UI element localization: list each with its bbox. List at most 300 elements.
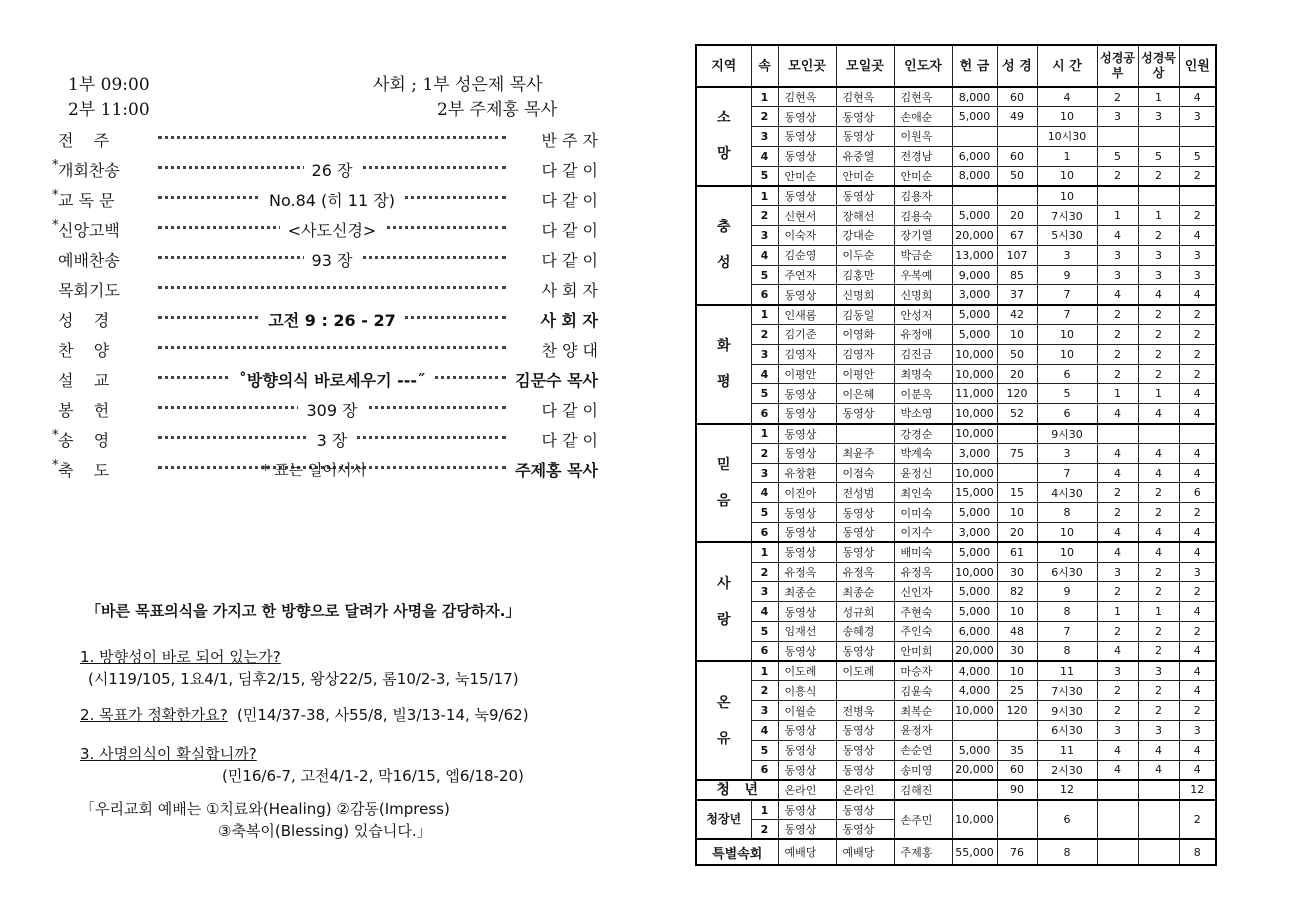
table-cell: 2: [1097, 483, 1138, 503]
table-cell: 전경남: [894, 146, 952, 166]
table-cell: 2: [1138, 483, 1179, 503]
table-cell: 장기열: [894, 226, 952, 246]
table-cell: 2: [751, 325, 778, 345]
table-cell: 이숙자: [778, 226, 836, 246]
table-cell: 김기준: [778, 325, 836, 345]
table-cell: 20: [997, 206, 1037, 226]
table-cell: 예배당: [778, 839, 836, 865]
table-cell: 신명희: [836, 285, 894, 305]
table-cell: 손순연: [894, 740, 952, 760]
table-cell: 최윤주: [836, 443, 894, 463]
table-cell: 4: [1138, 542, 1179, 562]
table-cell: 성규희: [836, 602, 894, 622]
table-cell: 3: [1138, 265, 1179, 285]
table-row: [696, 622, 1216, 642]
table-row: [696, 701, 1216, 721]
table-cell: 10: [997, 602, 1037, 622]
table-cell: 10: [1037, 325, 1097, 345]
order-item-content: ˚방향의식 바로세우기 ---˝: [158, 368, 506, 391]
table-cell: 3: [1037, 245, 1097, 265]
order-item-name: 찬 양: [58, 341, 110, 360]
table-cell: 유창환: [778, 463, 836, 483]
table-cell: 4: [1097, 542, 1138, 562]
table-cell: 5: [751, 740, 778, 760]
table-cell: 3: [1179, 245, 1216, 265]
table-cell: 김용숙: [894, 206, 952, 226]
table-cell: 4: [751, 483, 778, 503]
table-cell: 동영상: [778, 404, 836, 424]
region-label: 온 유: [696, 661, 751, 780]
table-cell: 10: [1037, 542, 1097, 562]
table-cell: 안미순: [836, 166, 894, 186]
order-item-person: 다 같 이: [541, 431, 598, 450]
table-cell: 유정옥: [894, 562, 952, 582]
table-cell: 이흥식: [778, 681, 836, 701]
table-cell: 송미영: [894, 760, 952, 780]
table-cell: 박금순: [894, 245, 952, 265]
order-item-name: 목회기도: [58, 281, 120, 300]
table-row: [696, 483, 1216, 503]
table-row-youth: [696, 780, 1216, 800]
table-cell: 2: [1179, 364, 1216, 384]
table-cell: 6: [751, 641, 778, 661]
table-cell: 3,000: [952, 285, 997, 305]
table-cell: 1: [751, 305, 778, 325]
table-cell: 김진금: [894, 344, 952, 364]
table-cell: 2: [1097, 701, 1138, 721]
table-cell: 4,000: [952, 661, 997, 681]
table-cell: 동영상: [836, 523, 894, 543]
table-cell: 윤정신: [894, 463, 952, 483]
table-cell: 5: [751, 166, 778, 186]
table-cell: 최종순: [836, 582, 894, 602]
table-cell: 8: [1037, 641, 1097, 661]
table-cell: 이원옥: [894, 127, 952, 147]
order-item-content: 3 장: [158, 428, 506, 451]
stand-marker: *: [52, 188, 59, 203]
table-cell: [952, 721, 997, 741]
standing-note: * 표는 일어서서: [262, 461, 366, 479]
table-cell: 2: [1138, 364, 1179, 384]
table-row: [696, 245, 1216, 265]
table-cell: 25: [997, 681, 1037, 701]
order-item-person: 다 같 이: [541, 251, 598, 270]
table-cell: 10,000: [952, 344, 997, 364]
table-cell: 5,000: [952, 107, 997, 127]
table-cell: 동영상: [778, 186, 836, 206]
table-cell: 6: [1179, 483, 1216, 503]
table-cell: 3: [1037, 443, 1097, 463]
table-cell: 4: [751, 364, 778, 384]
column-header: 시 간: [1037, 45, 1097, 87]
first-service-time: 1부 09:00: [68, 75, 150, 95]
table-cell: [1097, 186, 1138, 206]
table-cell: 최명숙: [894, 364, 952, 384]
table-cell: 9,000: [952, 265, 997, 285]
column-header: 헌 금: [952, 45, 997, 87]
table-cell: 동영상: [836, 800, 894, 820]
table-cell: 4: [1179, 681, 1216, 701]
table-cell: 3: [1179, 265, 1216, 285]
table-cell: [952, 780, 997, 800]
table-row: [696, 503, 1216, 523]
table-cell: 8,000: [952, 166, 997, 186]
column-header: 지역: [696, 45, 751, 87]
order-item-person: 다 같 이: [541, 191, 598, 210]
table-cell: 6시30: [1037, 562, 1097, 582]
table-cell: 최복순: [894, 701, 952, 721]
order-row: [58, 244, 598, 274]
table-cell: 2: [1138, 305, 1179, 325]
table-cell: 4: [1097, 285, 1138, 305]
order-item-content: 93 장: [158, 248, 506, 271]
column-header: 성경공부: [1097, 45, 1138, 87]
table-cell: 4: [1138, 404, 1179, 424]
table-cell: 4: [1097, 760, 1138, 780]
table-cell: 6: [751, 760, 778, 780]
order-item-name: 전 주: [58, 131, 110, 150]
table-row: [696, 404, 1216, 424]
table-cell: 신인자: [894, 582, 952, 602]
table-cell: 주현숙: [894, 602, 952, 622]
table-cell: 4: [1179, 404, 1216, 424]
table-cell: [997, 800, 1037, 840]
table-cell: 2: [1097, 344, 1138, 364]
table-cell: 3: [1138, 245, 1179, 265]
table-cell: 유정옥: [836, 562, 894, 582]
table-cell: 10: [997, 325, 1037, 345]
table-cell: 동영상: [778, 107, 836, 127]
table-cell: 3: [1138, 107, 1179, 127]
table-cell: 4시30: [1037, 483, 1097, 503]
table-cell: 4: [1179, 443, 1216, 463]
table-cell: 85: [997, 265, 1037, 285]
column-header: 모인곳: [778, 45, 836, 87]
table-cell: 48: [997, 622, 1037, 642]
table-cell: 8: [1037, 839, 1097, 865]
table-cell: 9시30: [1037, 701, 1097, 721]
region-label: 믿 음: [696, 424, 751, 543]
table-cell: 20: [997, 364, 1037, 384]
order-item-name: 봉 헌: [58, 401, 110, 420]
table-cell: 이두순: [836, 245, 894, 265]
table-cell: 1: [751, 87, 778, 107]
table-cell: 10: [1037, 344, 1097, 364]
table-row: [696, 146, 1216, 166]
table-cell: 2: [1097, 582, 1138, 602]
table-cell: 동영상: [778, 721, 836, 741]
table-cell: 4: [1097, 226, 1138, 246]
table-cell: 10,000: [952, 364, 997, 384]
table-cell: 김윤숙: [894, 681, 952, 701]
table-cell: 60: [997, 760, 1037, 780]
table-cell: 동영상: [836, 404, 894, 424]
table-cell: 이점숙: [836, 463, 894, 483]
question-3: 3. 사명의식이 확실합니까?: [80, 745, 257, 763]
table-row: [696, 542, 1216, 562]
table-cell: 2: [1138, 503, 1179, 523]
dotted-leader: [158, 346, 506, 349]
table-cell: 3,000: [952, 443, 997, 463]
order-row: [52, 154, 598, 184]
table-cell: [1097, 127, 1138, 147]
table-cell: 3: [1097, 245, 1138, 265]
region-label: 특별속회: [696, 839, 778, 865]
table-cell: [1097, 424, 1138, 444]
dotted-leader: [158, 286, 506, 289]
table-row: [696, 226, 1216, 246]
order-row: [58, 124, 598, 154]
table-cell: 동영상: [778, 820, 836, 840]
table-cell: 김순영: [778, 245, 836, 265]
table-cell: 우복예: [894, 265, 952, 285]
table-cell: 9: [1037, 265, 1097, 285]
table-cell: 동영상: [778, 285, 836, 305]
column-header: 속: [751, 45, 778, 87]
table-cell: 20,000: [952, 641, 997, 661]
table-cell: 10,000: [952, 800, 997, 840]
table-cell: 이진아: [778, 483, 836, 503]
order-item-person: 다 같 이: [541, 161, 598, 180]
table-cell: 배미숙: [894, 542, 952, 562]
question-3-refs: (민16/6-7, 고전4/1-2, 막16/15, 엡6/18-20): [222, 767, 524, 785]
table-cell: 김현옥: [894, 87, 952, 107]
table-cell: 안미순: [894, 166, 952, 186]
table-cell: 김홍만: [836, 265, 894, 285]
table-cell: 3: [751, 701, 778, 721]
table-cell: 4: [1179, 760, 1216, 780]
table-cell: 이영화: [836, 325, 894, 345]
table-cell: 1: [1037, 146, 1097, 166]
table-cell: 최종순: [778, 582, 836, 602]
table-cell: 2: [1138, 701, 1179, 721]
table-cell: [836, 681, 894, 701]
table-cell: 동영상: [778, 760, 836, 780]
order-item-person: 찬 양 대: [541, 341, 598, 360]
table-cell: 4: [1179, 661, 1216, 681]
table-row: [696, 740, 1216, 760]
table-cell: [1138, 127, 1179, 147]
table-cell: 6,000: [952, 146, 997, 166]
table-cell: [1179, 424, 1216, 444]
order-item-name: 예배찬송: [58, 251, 120, 270]
table-cell: 1: [1138, 206, 1179, 226]
table-cell: 신현서: [778, 206, 836, 226]
table-cell: 6시30: [1037, 721, 1097, 741]
table-row: [696, 186, 1216, 206]
table-cell: 5,000: [952, 542, 997, 562]
table-row: [696, 582, 1216, 602]
table-cell: 5,000: [952, 582, 997, 602]
table-cell: 동영상: [836, 503, 894, 523]
table-cell: 5: [1037, 384, 1097, 404]
table-cell: 동영상: [778, 602, 836, 622]
stand-marker: *: [52, 158, 59, 173]
table-row: [696, 602, 1216, 622]
table-cell: 전성범: [836, 483, 894, 503]
table-cell: 4: [1138, 760, 1179, 780]
region-label: 화 평: [696, 305, 751, 424]
table-cell: 5,000: [952, 602, 997, 622]
table-cell: 10,000: [952, 562, 997, 582]
table-cell: 12: [1179, 780, 1216, 800]
table-cell: 4: [1097, 404, 1138, 424]
table-cell: 5: [751, 384, 778, 404]
table-cell: 동영상: [836, 127, 894, 147]
table-cell: 동영상: [778, 740, 836, 760]
table-cell: 3: [1179, 721, 1216, 741]
table-cell: 5: [751, 503, 778, 523]
table-cell: 4: [1097, 641, 1138, 661]
table-cell: 5,000: [952, 206, 997, 226]
table-cell: 3: [1138, 721, 1179, 741]
table-cell: 전병욱: [836, 701, 894, 721]
table-cell: 3: [751, 344, 778, 364]
table-cell: 4: [1179, 523, 1216, 543]
table-cell: 2: [751, 681, 778, 701]
order-row: [52, 184, 598, 214]
table-cell: 이미숙: [894, 503, 952, 523]
table-row: [696, 364, 1216, 384]
table-cell: [997, 721, 1037, 741]
table-row: [696, 127, 1216, 147]
table-cell: 30: [997, 641, 1037, 661]
table-cell: 1: [751, 186, 778, 206]
table-row: [696, 443, 1216, 463]
table-row: [696, 523, 1216, 543]
table-cell: 김해진: [894, 780, 952, 800]
table-cell: 2: [1138, 582, 1179, 602]
table-cell: [997, 424, 1037, 444]
table-cell: 2: [1138, 562, 1179, 582]
table-row: [696, 641, 1216, 661]
order-row: [58, 334, 598, 364]
table-cell: 2: [1097, 503, 1138, 523]
table-cell: 손주민: [894, 800, 952, 840]
table-cell: 4: [1138, 740, 1179, 760]
table-cell: 55,000: [952, 839, 997, 865]
table-cell: 3: [1097, 661, 1138, 681]
table-cell: 3: [751, 127, 778, 147]
table-cell: 동영상: [778, 523, 836, 543]
table-cell: 이은혜: [836, 384, 894, 404]
table-cell: 김영자: [836, 344, 894, 364]
table-cell: 강경순: [894, 424, 952, 444]
table-cell: 75: [997, 443, 1037, 463]
table-cell: 4: [1179, 226, 1216, 246]
table-cell: 4: [1179, 384, 1216, 404]
table-row: [696, 661, 1216, 681]
table-cell: 10시30: [1037, 127, 1097, 147]
table-row: [696, 681, 1216, 701]
table-cell: 10: [997, 503, 1037, 523]
order-item-name: 성 경: [58, 311, 110, 330]
table-cell: 120: [997, 384, 1037, 404]
table-cell: 49: [997, 107, 1037, 127]
table-cell: 동영상: [836, 760, 894, 780]
table-cell: 90: [997, 780, 1037, 800]
table-cell: 이평안: [836, 364, 894, 384]
table-row: [696, 305, 1216, 325]
table-cell: 50: [997, 344, 1037, 364]
table-cell: 4: [1179, 87, 1216, 107]
table-cell: 8: [1037, 503, 1097, 523]
table-cell: 15: [997, 483, 1037, 503]
table-row: [696, 87, 1216, 107]
table-cell: 2: [1138, 622, 1179, 642]
table-cell: 2: [1138, 641, 1179, 661]
question-1-refs: (시119/105, 1요4/1, 딤후2/15, 왕상22/5, 롬10/2-3, 눅15/17): [88, 670, 519, 688]
table-cell: 2: [1138, 681, 1179, 701]
table-cell: 20,000: [952, 226, 997, 246]
region-label: 청 년: [696, 780, 778, 800]
order-item-person: 다 같 이: [541, 401, 598, 420]
table-cell: 7시30: [1037, 681, 1097, 701]
table-cell: [836, 424, 894, 444]
table-cell: 마승자: [894, 661, 952, 681]
table-cell: 2: [1179, 582, 1216, 602]
table-cell: 이월순: [778, 701, 836, 721]
table-cell: 4,000: [952, 681, 997, 701]
table-cell: 6: [1037, 800, 1097, 840]
table-cell: 11: [1037, 740, 1097, 760]
table-cell: 동영상: [836, 641, 894, 661]
table-cell: 이지수: [894, 523, 952, 543]
table-cell: 2: [1097, 622, 1138, 642]
table-cell: 1: [1138, 602, 1179, 622]
table-cell: 2: [751, 206, 778, 226]
table-cell: [997, 127, 1037, 147]
table-cell: 장해선: [836, 206, 894, 226]
table-cell: 10: [1037, 523, 1097, 543]
table-cell: 5: [1179, 146, 1216, 166]
table-cell: 6: [751, 523, 778, 543]
stand-marker: *: [52, 218, 59, 233]
table-cell: 6: [1037, 364, 1097, 384]
table-cell: 2: [1138, 325, 1179, 345]
column-header: 성경묵상: [1138, 45, 1179, 87]
table-cell: 동영상: [778, 800, 836, 820]
table-cell: 강대순: [836, 226, 894, 246]
table-cell: 7: [1037, 463, 1097, 483]
table-cell: 7: [1037, 305, 1097, 325]
table-cell: 67: [997, 226, 1037, 246]
question-1: 1. 방향성이 바로 되어 있는가?: [80, 648, 281, 666]
table-cell: 4: [1138, 463, 1179, 483]
table-cell: 76: [997, 839, 1037, 865]
table-cell: 4: [751, 602, 778, 622]
table-cell: 송혜경: [836, 622, 894, 642]
table-cell: 35: [997, 740, 1037, 760]
order-row: [58, 274, 598, 304]
table-row: [696, 265, 1216, 285]
order-item-person: 반 주 자: [541, 131, 598, 150]
table-cell: 이분옥: [894, 384, 952, 404]
table-cell: [997, 463, 1037, 483]
table-cell: 4: [1097, 523, 1138, 543]
table-row: [696, 463, 1216, 483]
question-2-refs: (민14/37-38, 사55/8, 빌3/13-14, 눅9/62): [237, 706, 529, 724]
table-cell: 5시30: [1037, 226, 1097, 246]
table-cell: 신명희: [894, 285, 952, 305]
order-item-name: 축 도: [58, 461, 110, 480]
table-cell: 동영상: [836, 107, 894, 127]
table-cell: 3: [751, 226, 778, 246]
table-cell: 2: [1179, 206, 1216, 226]
table-cell: 2: [1097, 87, 1138, 107]
table-cell: 2: [751, 107, 778, 127]
table-cell: 3: [1179, 562, 1216, 582]
